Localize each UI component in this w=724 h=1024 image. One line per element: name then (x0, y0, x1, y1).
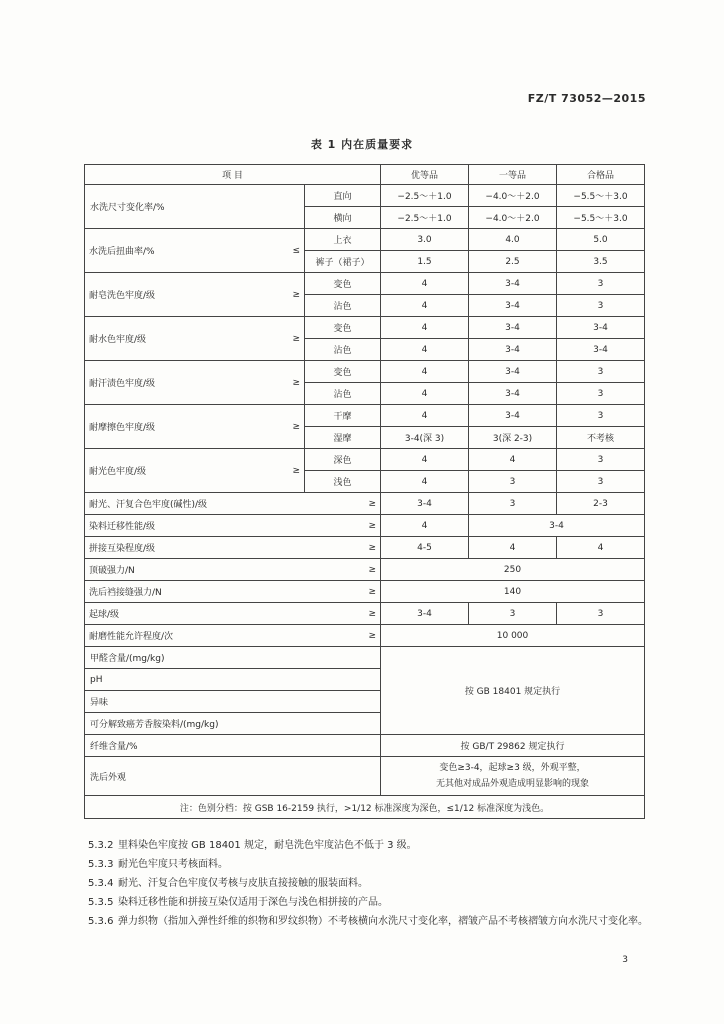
clause-text: 弹力织物（指加入弹性纤维的织物和罗纹织物）不考核横向水洗尺寸变化率，褶皱产品不考核褶皱方向水洗尺寸变化率。 (118, 916, 648, 927)
row-label-group (85, 537, 381, 559)
clause-text: 耐光色牢度只考核面料。 (118, 859, 228, 870)
sub-label: 横向 (305, 207, 381, 229)
cell: 3 (469, 471, 557, 493)
appearance-line-2: 无其他对成品外观造成明显影响的现象 (435, 779, 589, 789)
cell: 250 (381, 559, 645, 581)
row-label-group (85, 273, 305, 317)
cell: 不考核 (557, 427, 645, 449)
cell: 4 (381, 295, 469, 317)
cell: 140 (381, 581, 645, 603)
table-row (85, 603, 645, 625)
cell: 4 (469, 449, 557, 471)
row-label-group (85, 625, 381, 647)
ge-symbol: ≥ (368, 586, 376, 597)
clause-number: 5.3.3 (88, 859, 114, 870)
ge-symbol: ≥ (368, 630, 376, 641)
cell: 1.5 (381, 251, 469, 273)
cell: 按 GB/T 29862 规定执行 (381, 735, 645, 757)
cell: 3-4 (469, 295, 557, 317)
row-label: 水洗尺寸变化率/% (85, 185, 305, 229)
cell: 10 000 (381, 625, 645, 647)
ge-symbol: ≥ (292, 289, 300, 300)
cell: 3 (469, 493, 557, 515)
cell: 4 (381, 449, 469, 471)
table-row (85, 581, 645, 603)
clause-number: 5.3.6 (88, 916, 114, 927)
sub-label: 干摩 (305, 405, 381, 427)
cell (381, 757, 645, 796)
row-label: 耐磨性能允许程度/次 (89, 632, 174, 642)
ge-symbol: ≥ (292, 465, 300, 476)
cell: 4-5 (381, 537, 469, 559)
cell: 3-4(深 3) (381, 427, 469, 449)
sub-label: 浅色 (305, 471, 381, 493)
clause-text: 耐光、汗复合色牢度仅考核与皮肤直接接触的服装面料。 (118, 878, 368, 889)
cell: 3-4 (469, 383, 557, 405)
table-header-row (85, 165, 645, 185)
cell: 3-4 (469, 339, 557, 361)
clause (88, 895, 648, 910)
sub-label: 直向 (305, 185, 381, 207)
cell: 4 (381, 339, 469, 361)
sub-label: 沾色 (305, 383, 381, 405)
sub-label: 变色 (305, 317, 381, 339)
table-row (85, 229, 645, 251)
ge-symbol: ≥ (368, 520, 376, 531)
cell: 3 (557, 449, 645, 471)
sub-label: 深色 (305, 449, 381, 471)
row-label: 耐皂洗色牢度/级 (89, 291, 156, 301)
row-label: 洗后裆接缝强力/N (89, 588, 162, 598)
table-row (85, 493, 645, 515)
cell: 3-4 (469, 405, 557, 427)
clause (88, 914, 648, 929)
row-label: 水洗后扭曲率/% (89, 247, 155, 257)
cell: −4.0～＋2.0 (469, 185, 557, 207)
cell: 3 (557, 603, 645, 625)
clause (88, 838, 648, 853)
sub-label: 变色 (305, 273, 381, 295)
appearance-line-1: 变色≥3-4，起球≥3 级，外观平整， (439, 763, 586, 773)
table-caption: 表 1 内在质量要求 (310, 138, 414, 151)
row-label: 耐光、汗复合色牢度(碱性)/级 (89, 500, 208, 510)
row-label-group (85, 559, 381, 581)
cell: 3 (469, 603, 557, 625)
sub-label: 沾色 (305, 295, 381, 317)
clause (88, 857, 648, 872)
table-note: 注：色别分档：按 GSB 16-2159 执行，>1/12 标准深度为深色，≤1/12 标准深度为浅色。 (85, 796, 645, 819)
sub-label: 上衣 (305, 229, 381, 251)
cell: 3-4 (469, 515, 645, 537)
table-row (85, 625, 645, 647)
cell: 3 (557, 273, 645, 295)
cell: 3 (557, 405, 645, 427)
cell: 3-4 (381, 603, 469, 625)
row-label: 可分解致癌芳香胺染料/(mg/kg) (85, 713, 381, 735)
cell: 4 (557, 537, 645, 559)
cell: 4 (381, 405, 469, 427)
row-label: 耐水色牢度/级 (89, 335, 147, 345)
clause-number: 5.3.2 (88, 840, 114, 851)
row-label-group (85, 449, 305, 493)
cell: −4.0～＋2.0 (469, 207, 557, 229)
row-label: 耐汗渍色牢度/级 (89, 379, 156, 389)
cell: 3 (557, 471, 645, 493)
cell: −5.5～＋3.0 (557, 185, 645, 207)
cell: 3-4 (557, 317, 645, 339)
row-label-group (85, 603, 381, 625)
cell: 4.0 (469, 229, 557, 251)
table-row (85, 515, 645, 537)
sub-label: 沾色 (305, 339, 381, 361)
cell: 3-4 (557, 339, 645, 361)
cell: 4 (381, 471, 469, 493)
clause (88, 876, 648, 891)
table-row (85, 317, 645, 339)
row-label-group (85, 229, 305, 273)
row-label: 顶破强力/N (89, 566, 135, 576)
sub-label: 裤子（裙子） (305, 251, 381, 273)
row-label-group (85, 405, 305, 449)
row-label: 染料迁移性能/级 (89, 522, 156, 532)
table-row (85, 361, 645, 383)
cell: 3 (557, 383, 645, 405)
cell: 3-4 (469, 273, 557, 295)
row-label: 洗后外观 (85, 757, 381, 796)
sub-label: 湿摩 (305, 427, 381, 449)
table-row (85, 185, 645, 207)
cell: 2.5 (469, 251, 557, 273)
row-label-group (85, 515, 381, 537)
clause-number: 5.3.5 (88, 897, 114, 908)
header-grade1: 优等品 (381, 165, 469, 185)
cell: 4 (381, 515, 469, 537)
sub-label: 变色 (305, 361, 381, 383)
cell: −5.5～＋3.0 (557, 207, 645, 229)
row-label-group (85, 493, 381, 515)
table-row (85, 757, 645, 796)
ge-symbol: ≥ (368, 542, 376, 553)
row-label: 纤维含量/% (85, 735, 381, 757)
cell: 4 (381, 383, 469, 405)
header-grade3: 合格品 (557, 165, 645, 185)
row-label: 耐摩擦色牢度/级 (89, 423, 156, 433)
clause-text: 里料染色牢度按 GB 18401 规定，耐皂洗色牢度沾色不低于 3 级。 (118, 840, 417, 851)
cell: 3 (557, 295, 645, 317)
header-item: 项 目 (85, 165, 381, 185)
table-note-row (85, 796, 645, 819)
ge-symbol: ≥ (292, 377, 300, 388)
row-label-group (85, 581, 381, 603)
cell: 按 GB 18401 规定执行 (381, 647, 645, 735)
row-label: 甲醛含量/(mg/kg) (85, 647, 381, 669)
le-symbol: ≤ (292, 245, 300, 256)
ge-symbol: ≥ (368, 498, 376, 509)
row-label-group (85, 317, 305, 361)
cell: 3 (557, 361, 645, 383)
ge-symbol: ≥ (368, 564, 376, 575)
table-row (85, 273, 645, 295)
cell: 3.5 (557, 251, 645, 273)
ge-symbol: ≥ (292, 421, 300, 432)
table-row (85, 537, 645, 559)
ge-symbol: ≥ (292, 333, 300, 344)
cell: 3-4 (469, 317, 557, 339)
cell: 4 (381, 273, 469, 295)
cell: 4 (469, 537, 557, 559)
cell: 3-4 (381, 493, 469, 515)
table-row (85, 559, 645, 581)
row-label-group (85, 361, 305, 405)
cell: 3(深 2-3) (469, 427, 557, 449)
cell: 2-3 (557, 493, 645, 515)
clause-text: 染料迁移性能和拼接互染仅适用于深色与浅色相拼接的产品。 (118, 897, 388, 908)
table-row (85, 735, 645, 757)
row-label: 拼接互染程度/级 (89, 544, 156, 554)
clause-number: 5.3.4 (88, 878, 114, 889)
cell: −2.5～＋1.0 (381, 185, 469, 207)
cell: 5.0 (557, 229, 645, 251)
row-label: pH (85, 669, 381, 691)
cell: −2.5～＋1.0 (381, 207, 469, 229)
table-row (85, 449, 645, 471)
table-row (85, 405, 645, 427)
ge-symbol: ≥ (368, 608, 376, 619)
page-number: 3 (622, 955, 628, 965)
standard-code: FZ/T 73052—2015 (527, 92, 646, 105)
cell: 4 (381, 317, 469, 339)
cell: 3.0 (381, 229, 469, 251)
row-label: 耐光色牢度/级 (89, 467, 147, 477)
header-grade2: 一等品 (469, 165, 557, 185)
quality-requirements-table (84, 164, 645, 819)
cell: 3-4 (469, 361, 557, 383)
row-label: 异味 (85, 691, 381, 713)
table-row (85, 647, 645, 669)
cell: 4 (381, 361, 469, 383)
row-label: 起球/级 (89, 610, 120, 620)
